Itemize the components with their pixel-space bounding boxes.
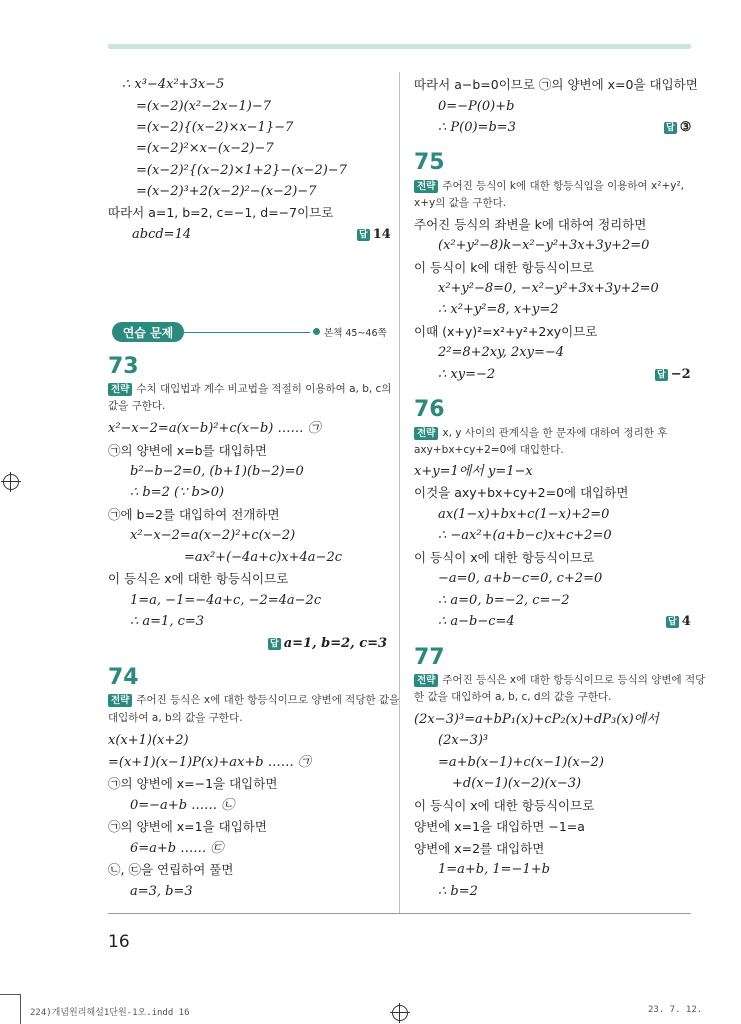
strategy-line: 전략 주어진 등식은 x에 대한 항등식이므로 등식의 양변에 적당 [414, 673, 705, 687]
math-line: ∴ b=2 (∵ b>0) [130, 485, 225, 500]
answer-tag: 답 [359, 229, 368, 240]
strategy-tag: 전략 [108, 694, 132, 707]
section-dot [313, 328, 320, 335]
math-line: (2x−3)³ [438, 733, 489, 748]
math-line: ∴ a−b−c=4 [438, 614, 515, 629]
column-divider [399, 72, 400, 914]
math-line: b²−b−2=0, (b+1)(b−2)=0 [130, 464, 304, 479]
footer-filename: 224)개념원리해설1단원-1오.indd 16 [30, 1008, 190, 1018]
math-line: +d(x−1)(x−2)(x−3) [452, 776, 582, 791]
math-line: ∴ b=2 [438, 884, 478, 899]
math-line: 0=−a+b …… ㉡ [130, 798, 235, 813]
answer: 답 4 [668, 614, 691, 629]
math-line: 1=a, −1=−4a+c, −2=4a−2c [130, 593, 322, 608]
text-line: 따라서 a−b=0이므로 ㉠의 양변에 x=0을 대입하면 [414, 77, 698, 92]
answer: 답 ③ [666, 120, 692, 135]
text-line: 이 등식은 x에 대한 항등식이므로 [108, 571, 289, 586]
answer-tag: 답 [666, 122, 675, 133]
math-line: =a+b(x−1)+c(x−1)(x−2) [438, 755, 604, 770]
strategy-line: axy+bx+cy+2=0에 대입한다. [414, 444, 564, 456]
math-line: (2x−3)³=a+bP₁(x)+cP₂(x)+dP₃(x)에서 [414, 712, 659, 727]
strategy-tag: 전략 [108, 383, 132, 396]
strategy-line: 전략 주어진 등식은 x에 대한 항등식이므로 양변에 적당한 값을 [108, 693, 399, 707]
problem-number: 76 [414, 397, 445, 422]
strategy-line: 전략 수치 대입법과 계수 비교법을 적절히 이용하여 a, b, c의 [108, 382, 391, 396]
problem-number: 75 [414, 150, 445, 175]
text-line: ㉠의 양변에 x=−1을 대입하면 [108, 776, 278, 791]
text-line: ㉠에 b=2를 대입하여 전개하면 [108, 507, 280, 522]
bottom-rule [108, 913, 691, 914]
answer: 답 −2 [657, 367, 691, 382]
math-line: (x²+y²−8)k−x²−y²+3x+3y+2=0 [438, 238, 650, 253]
math-line: =(x−2){(x−2)×x−1}−7 [136, 120, 294, 135]
math-line: a=3, b=3 [130, 884, 193, 899]
text-line: 따라서 a=1, b=2, c=−1, d=−7이므로 [108, 205, 334, 220]
registration-mark-icon [3, 474, 19, 490]
strategy-line: 한 값을 대입하여 a, b, c, d의 값을 구한다. [414, 691, 612, 703]
registration-mark-icon [392, 1005, 408, 1021]
answer: 답 14 [359, 227, 391, 242]
strategy-tag: 전략 [414, 674, 438, 687]
text-line: 양변에 x=1을 대입하면 −1=a [414, 819, 585, 834]
math-line: =(x−2)(x²−2x−1)−7 [136, 99, 272, 114]
math-line: ∴ a=0, b=−2, c=−2 [438, 593, 570, 608]
math-line: =(x−2)³+2(x−2)²−(x−2)−7 [136, 184, 317, 199]
math-line: x(x+1)(x+2) [108, 733, 189, 748]
strategy-line: 값을 구한다. [108, 400, 166, 412]
text-line: ㉠의 양변에 x=1을 대입하면 [108, 819, 267, 834]
strategy-line: 전략 주어진 등식이 k에 대한 항등식임을 이용하여 x²+y², [414, 179, 684, 193]
text-line: 이때 (x+y)²=x²+y²+2xy이므로 [414, 324, 598, 339]
math-line: =(x−2)²{(x−2)×1+2}−(x−2)−7 [136, 163, 347, 178]
math-line: ∴ P(0)=b=3 [438, 120, 516, 135]
strategy-line: x+y의 값을 구한다. [414, 197, 507, 209]
strategy-line: 대입하여 a, b의 값을 구한다. [108, 712, 243, 724]
math-line: 1=a+b, 1=−1+b [438, 862, 550, 877]
math-line: x²−x−2=a(x−2)²+c(x−2) [130, 528, 296, 543]
header-bar [108, 44, 691, 49]
crop-mark [0, 994, 20, 995]
problem-number: 74 [108, 665, 139, 690]
section-reference: 본책 45~46쪽 [324, 328, 387, 339]
answer-tag: 답 [668, 616, 677, 627]
text-line: 주어진 등식의 좌변을 k에 대하여 정리하면 [414, 217, 647, 232]
page-number: 16 [108, 932, 130, 952]
strategy-tag: 전략 [414, 427, 438, 440]
math-line: ∴ xy=−2 [438, 367, 496, 382]
math-line: =(x−2)²×x−(x−2)−7 [136, 141, 274, 156]
section-label: 연습 문제 [112, 322, 184, 342]
strategy-line: 전략 x, y 사이의 관계식을 한 문자에 대하여 정리한 후 [414, 426, 667, 440]
math-line: ∴ −ax²+(a+b−c)x+c+2=0 [438, 528, 612, 543]
math-line: 2²=8+2xy, 2xy=−4 [438, 345, 565, 360]
answer-tag: 답 [657, 369, 666, 380]
math-line: x²−x−2=a(x−b)²+c(x−b) …… ㉠ [108, 421, 321, 436]
math-line: 6=a+b …… ㉢ [130, 841, 224, 856]
math-line: ∴ x³−4x²+3x−5 [122, 77, 225, 92]
text-line: 이 등식이 x에 대한 항등식이므로 [414, 550, 595, 565]
section-rule [184, 332, 310, 333]
math-line: abcd=14 [132, 227, 192, 242]
strategy-tag: 전략 [414, 180, 438, 193]
answer-tag: 답 [270, 638, 279, 649]
problem-number: 73 [108, 354, 139, 379]
answer: 답 a=1, b=2, c=3 [270, 636, 388, 651]
math-line: =(x+1)(x−1)P(x)+ax+b …… ㉠ [108, 755, 311, 770]
math-line: −a=0, a+b−c=0, c+2=0 [438, 571, 603, 586]
crop-mark [20, 994, 21, 1024]
math-line: x²+y²−8=0, −x²−y²+3x+3y+2=0 [438, 281, 659, 296]
math-line: ∴ a=1, c=3 [130, 614, 205, 629]
footer-date: 23. 7. 12. [648, 1005, 703, 1015]
text-line: 이것을 axy+bx+cy+2=0에 대입하면 [414, 485, 629, 500]
math-line: ∴ x²+y²=8, x+y=2 [438, 302, 559, 317]
text-line: ㉡, ㉢을 연립하여 풀면 [108, 862, 234, 877]
text-line: ㉠의 양변에 x=b를 대입하면 [108, 443, 267, 458]
problem-number: 77 [414, 645, 445, 670]
math-line: x+y=1에서 y=1−x [414, 464, 533, 479]
math-line: ax(1−x)+bx+c(1−x)+2=0 [438, 507, 610, 522]
math-line: 0=−P(0)+b [438, 99, 515, 114]
text-line: 양변에 x=2를 대입하면 [414, 841, 545, 856]
text-line: 이 등식이 x에 대한 항등식이므로 [414, 798, 595, 813]
math-line: =ax²+(−4a+c)x+4a−2c [184, 550, 342, 565]
text-line: 이 등식이 k에 대한 항등식이므로 [414, 260, 595, 275]
